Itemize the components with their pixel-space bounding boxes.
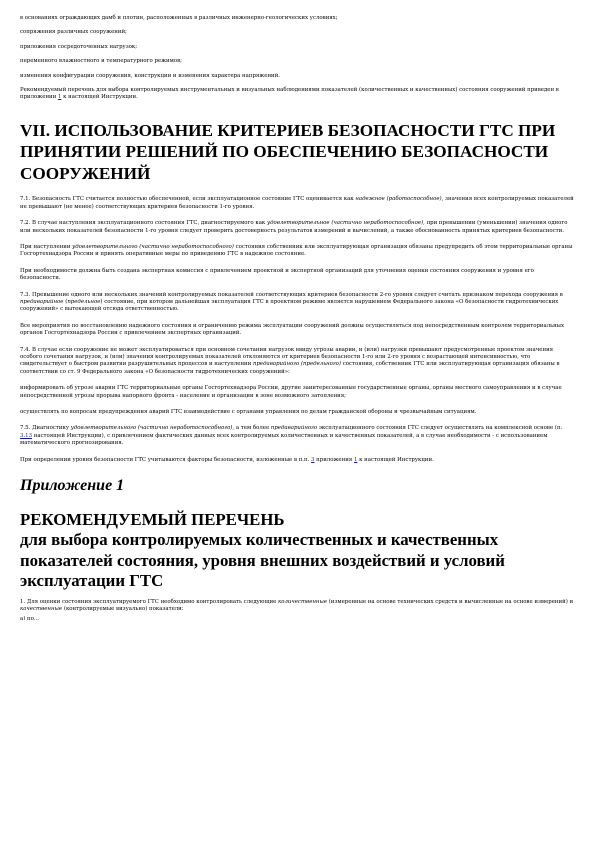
paragraph-7-3: 7.3. Превышение одного или нескольких значений контролируемых показателей соответствующих критериев безопасности 2-го уровня следует считать признаком перехода сооружения в предаварийное (предельное) состояние, при котором дальнейшая эксплуатация ГТС в проектном режиме является нарушением Федерального закона «О безопасности гидротехнических сооружений» с вытекающей отсюда ответственностью.	[20, 291, 563, 313]
paragraph-7-3-b: Все мероприятия по восстановлению надежного состояния и ограничению режима эксплуатации сооружений должны осуществляться под непосредственным контролем территориальных органов Госгортехнадзора России с привлечением экспертных организаций.	[20, 322, 564, 337]
list-item: изменения конфигурации сооружения, конструкции и изменения характера напряжений.	[20, 72, 280, 79]
clause-3-13-link[interactable]: 3.13	[20, 432, 33, 439]
paragraph-7-4-c: осуществлять по вопросам предупреждения аварий ГТС взаимодействие с органами управления по делам гражданской обороны и чрезвычайным ситуациям.	[20, 409, 477, 416]
paragraph-7-5: 7.5. Диагностику удовлетворительного (частично неработоспособного), а тем более предаварийного эксплуатационного состояния ГТС следует осуществлять на комплексной основе (п. 3.13 настоящей Инструкции), с привлечением фактических данных всех контролируемых количественных и качественных показателей, а в случае необходимости - с использованием математического прогнозирования.	[20, 425, 563, 447]
clause-3-link[interactable]: 3	[311, 456, 315, 463]
paragraph-7-2: 7.2. В случае наступления эксплуатационного состояния ГТС, диагностируемого как удовлетворительное (частично неработоспособное), при превышении (уменьшении) значения одного или нескольких показателей безопасности 1-го уровня следует проверить достоверность результатов измерений и вычислений, а также обоснованность принятых критериев безопасности.	[20, 220, 568, 234]
list-item: в основаниях ограждающих дамб и плотин, расположенных в различных инженерно-геологических условиях;	[20, 15, 338, 21]
appendix-title: РЕКОМЕНДУЕМЫЙ ПЕРЕЧЕНЬ для выбора контролируемых количественных и качественных показателей состояния, уровня внешних воздействий и условий эксплуатации ГТС	[20, 510, 505, 590]
paragraph-7-2-b: При наступлении удовлетворительного (частично неработоспособного) состояния собственник или эксплуатирующая организация обязаны предупредить об этом территориальные органы Госгортехнадзора России и принять оперативные меры по приведению ГТС в надежное состояние.	[20, 243, 573, 258]
paragraph-7-2-c: При необходимости должна быть создана экспертная комиссия с привлечением проектной и экспертной организаций для уточнения оценки состояния сооружения и уровня его безопасности.	[20, 267, 534, 282]
appendix-label: Приложение 1	[20, 477, 125, 495]
paragraph-7-6: При определении уровня безопасности ГТС учитываются факторы безопасности, изложенные в п.п. 3 приложения 1 к настоящей Инструкции.	[20, 456, 434, 463]
recommended-list-paragraph: Рекомендуемый перечень для выбора контролируемых инструментальных и визуальных наблюдениями показателей (количественных и качественных) состояния сооружений приведен в приложении 1 к настоящей Инструкции.	[20, 87, 559, 101]
list-item: приложения сосредоточенных нагрузок;	[20, 43, 138, 50]
appendix-1-link[interactable]: 1	[353, 456, 358, 463]
appendix-1-link[interactable]: 1	[57, 94, 62, 101]
list-item: переменного влажностного и температурного режимов;	[20, 58, 182, 65]
document-page	[20, 0, 575, 620]
list-item: сопряжения различных сооружений;	[20, 29, 127, 36]
section-heading: VII. ИСПОЛЬЗОВАНИЕ КРИТЕРИЕВ БЕЗОПАСНОСТИ ГТС ПРИ ПРИНЯТИИ РЕШЕНИЙ ПО ОБЕСПЕЧЕНИЮ БЕЗОПАСНОСТИ СООРУЖЕНИЙ	[20, 120, 556, 183]
paragraph-7-1: 7.1. Безопасность ГТС считается полностью обеспеченной, если эксплуатационное состояние ГТС оценивается как надежное (работоспособное), значения всех контролируемых показателей не превышают (не менее) соответствующих критериев безопасности 1-го уровня.	[20, 196, 574, 210]
appendix-paragraph-1: 1. Для оценки состояния эксплуатируемого ГТС необходимо контролировать следующие количественные (измеренные на основе технических средств и вычисленные на основе измерений) и качественные (контролируемые визуально) показатели:	[20, 598, 574, 613]
paragraph-7-4-b: информировать об угрозе аварии ГТС территориальные органы Госгортехнадзора России, другие заинтересованные государственные органы, органы местного самоуправления и в случае непосредственной угрозы прорыва напорного фронта - население и организации в зоне возможного затопления;	[20, 385, 562, 399]
cut-off-line: а) по...	[20, 615, 40, 620]
paragraph-7-4: 7.4. В случае если сооружение не может эксплуатироваться при основном сочетании нагрузок ввиду угрозы аварии, и (или) нагрузки превышают предусмотренные проектом значения особого сочетания нагрузок, и (или) значения контролируемых показателей отклоняются от критериев безопасности 1-го или 2-го уровня с возрастающей интенсивностью, что свидетельствует о быстром развитии разрушительных процессов и наступлении предаварийного (предельного) состояния, собственник ГТС или эксплуатирующая организация обязаны в соответствии со ст. 9 Федерального закона «О безопасности гидротехнических сооружений»:	[20, 346, 560, 375]
